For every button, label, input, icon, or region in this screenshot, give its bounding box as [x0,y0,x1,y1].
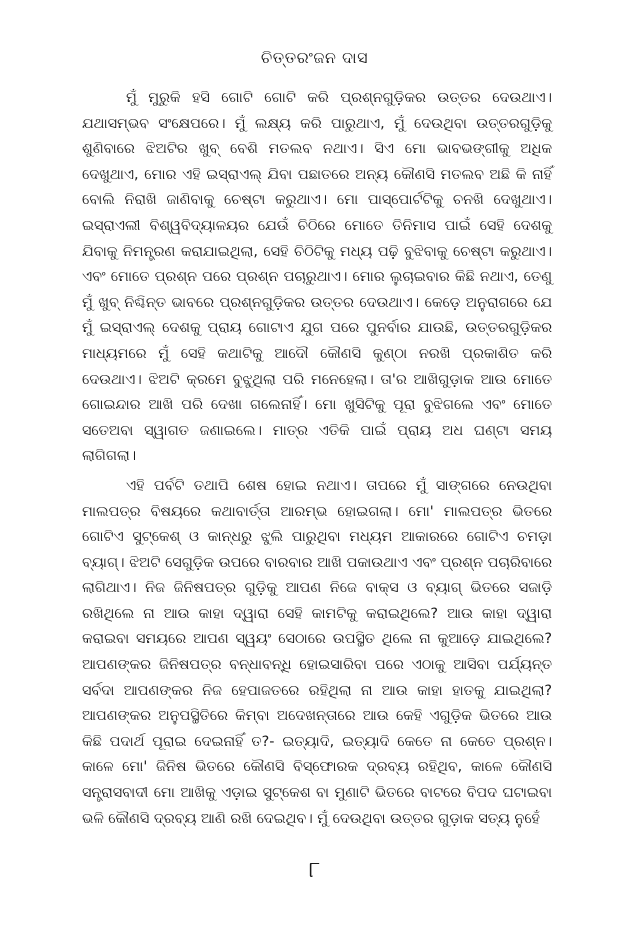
paragraph: ମୁଁ ମୁରୁକି ହସି ଗୋଟି ଗୋଟି କରି ପ୍ରଶ୍ନଗୁଡ଼ିକର ଉତ୍ତର ଦେଉଥାଏ। ଯଥାସମ୍ଭବ ସଂକ୍ଷେପରେ। ମୁଁ ଲକ୍ଷ୍ୟ କରି ପାରୁଥାଏ, ମୁଁ ଦେଉଥିବା ଉତ୍ତରଗୁଡ଼ିକୁ ଶୁଣିବାରେ ଝିଅଟିର ଖୁବ୍ ବେଶି ମତଲବ ନଥାଏ। ସିଏ ମୋ ଭାବଭଙ୍ଗୀକୁ ଅଧିକ ଦେଖୁଥାଏ, ମୋର ଏହି ଇସ୍ରାଏଲ୍ ଯିବା ପଛାତରେ ଅନ୍ୟ କୌଣସି ମତଲବ ଅଛି କି ନାହିଁ ବୋଲି ନିରାଖି ଜାଣିବାକୁ ଚେଷ୍ଟା କରୁଥାଏ। ମୋ ପାସ୍‌ପୋର୍ଟଟିକୁ ଚନଖି ଦେଖୁଥାଏ। ଇସ୍ରାଏଲୀ ବିଶ୍ୱବିଦ୍ୟାଳୟର ଯେଉଁ ଚିଠିରେ ମୋତେ ତିନିମାସ ପାଇଁ ସେହି ଦେଶକୁ ଯିବାକୁ ନିମନ୍ତ୍ରଣ କରାଯାଇଥିଲା, ସେହି ଚିଠିଟିକୁ ମଧ୍ୟ ପଢ଼ି ବୁଝିବାକୁ ଚେଷ୍ଟା କରୁଥାଏ। ଏବଂ ମୋତେ ପ୍ରଶ୍ନ ପରେ ପ୍ରଶ୍ନ ପଚାରୁଥାଏ। ମୋର ଲୁଚାଇବାର କିଛି ନଥାଏ, ତେଣୁ ମୁଁ ଖୁବ୍ ନିଶ୍ଚିନ୍ତ ଭାବରେ ପ୍ରଶ୍ନଗୁଡ଼ିକର ଉତ୍ତର ଦେଉଥାଏ। କେଡ଼େ ଅନୁରାଗରେ ଯେ ମୁଁ ଇସ୍ରାଏଲ୍ ଦେଶକୁ ପ୍ରାୟ ଗୋଟାଏ ଯୁଗ ପରେ ପୁନର୍ବାର ଯାଉଛି, ଉତ୍ତରଗୁଡ଼ିକର ମାଧ୍ୟମରେ ମୁଁ ସେହି କଥାଟିକୁ ଆଦୌ କୌଣସି କୁଣ୍ଠା ନରଖି ପ୍ରକାଶିତ କରି ଦେଉଥାଏ। ଝିଅଟି କ୍ରମେ ବୁଝୁଥିଲା ପରି ମନେହେଲା। ତା'ର ଆଖିଗୁଡ଼ାକ ଆଉ ମୋତେ ଗୋଇନ୍ଦାର ଆଖି ପରି ଦେଖା ଗଲେନାହିଁ। ମୋ ଖୁସିଟିକୁ ପୂରା ବୁଝିଗଲେ ଏବଂ ମୋତେ ସତେଅବା ସ୍ୱାଗତ ଜଣାଇଲେ। ମାତ୍ର ଏତିକି ପାଇଁ ପ୍ରାୟ ଅଧ ଘଣ୍ଟା ସମୟ ଲାଗିଗଲା। [82,90,552,465]
body-text [82,86,552,832]
page-number: ୮ [308,858,321,883]
running-header-author: ଚିତ୍ତରଂଜନ ଦାସ [260,48,369,67]
paragraph: ଏହି ପର୍ବଟି ତଥାପି ଶେଷ ହୋଇ ନଥାଏ। ତାପରେ ମୁଁ ସାଙ୍ଗରେ ନେଉଥିବା ମାଲପତ୍ର ବିଷୟରେ କଥାବାର୍ତ୍ତା ଆରମ୍ଭ ହୋଇଗଲା। ମୋ' ମାଲପତ୍ର ଭିତରେ ଗୋଟିଏ ସୁଟ୍‌କେଶ୍ ଓ କାନ୍ଧରୁ ଝୁଲି ପାରୁଥିବା ମଧ୍ୟମ ଆକାରରେ ଗୋଟିଏ ଚମଡ଼ା ବ୍ୟାଗ୍। ଝିଅଟି ସେଗୁଡ଼ିକ ଉପରେ ବାରବାର ଆଖି ପକାଉଥାଏ ଏବଂ ପ୍ରଶ୍ନ ପଚାରିବାରେ ଲାଗିଥାଏ। ନିଜ ଜିନିଷପତ୍ର ଗୁଡ଼ିକୁ ଆପଣ ନିଜେ ବାକ୍ସ ଓ ବ୍ୟାଗ୍ ଭିତରେ ସଜାଡ଼ି ରଖିଥିଲେ ନା ଆଉ କାହା ଦ୍ୱାରା ସେହି କାମଟିକୁ କରାଇଥିଲେ? ଆଉ କାହା ଦ୍ୱାରା କରାଇବା ସମୟରେ ଆପଣ ସ୍ୱୟଂ ସେଠାରେ ଉପସ୍ଥିତ ଥିଲେ ନା କୁଆଡ଼େ ଯାଇଥିଲେ? ଆପଣଙ୍କର ଜିନିଷପତ୍ର ବନ୍ଧାବନ୍ଧି ହୋଇସାରିବା ପରେ ଏଠାକୁ ଆସିବା ପର୍ଯ୍ୟନ୍ତ ସର୍ବଦା ଆପଣଙ୍କର ନିଜ ହେପାଜତରେ ରହିଥିଲା ନା ଆଉ କାହା ହାତକୁ ଯାଇଥିଲା? ଆପଣଙ୍କର ଅନୁପସ୍ଥିତିରେ କିମ୍ବା ଅଦେଖନ୍ତାରେ ଆଉ କେହି ଏଗୁଡ଼ିକ ଭିତରେ ଆଉ କିଛି ପଦାର୍ଥ ପୂରାଇ ଦେଇନାହିଁ ତ?- ଇତ୍ୟାଦି, ଇତ୍ୟାଦି କେତେ ନା କେତେ ପ୍ରଶ୍ନ। କାଳେ ମୋ' ଜିନିଷ ଭିତରେ କୌଣସି ବିସ୍ଫୋରକ ଦ୍ରବ୍ୟ ରହିଥିବ, କାଳେ କୌଣସି ସନ୍ତ୍ରାସବାଦୀ ମୋ ଆଖିକୁ ଏଡ଼ାଇ ସୁଟ୍‌କେଶ ବା ମୁଣାଟି ଭିତରେ ବାଟରେ ବିପଦ ଘଟାଇବା ଭଳି କୌଣସି ଦ୍ରବ୍ୟ ଆଣି ରଖି ଦେଇଥିବ। ମୁଁ ଦେଉଥିବା ଉତ୍ତର ଗୁଡ଼ାକ ସତ୍ୟ ନୁହେଁ [82,477,552,827]
